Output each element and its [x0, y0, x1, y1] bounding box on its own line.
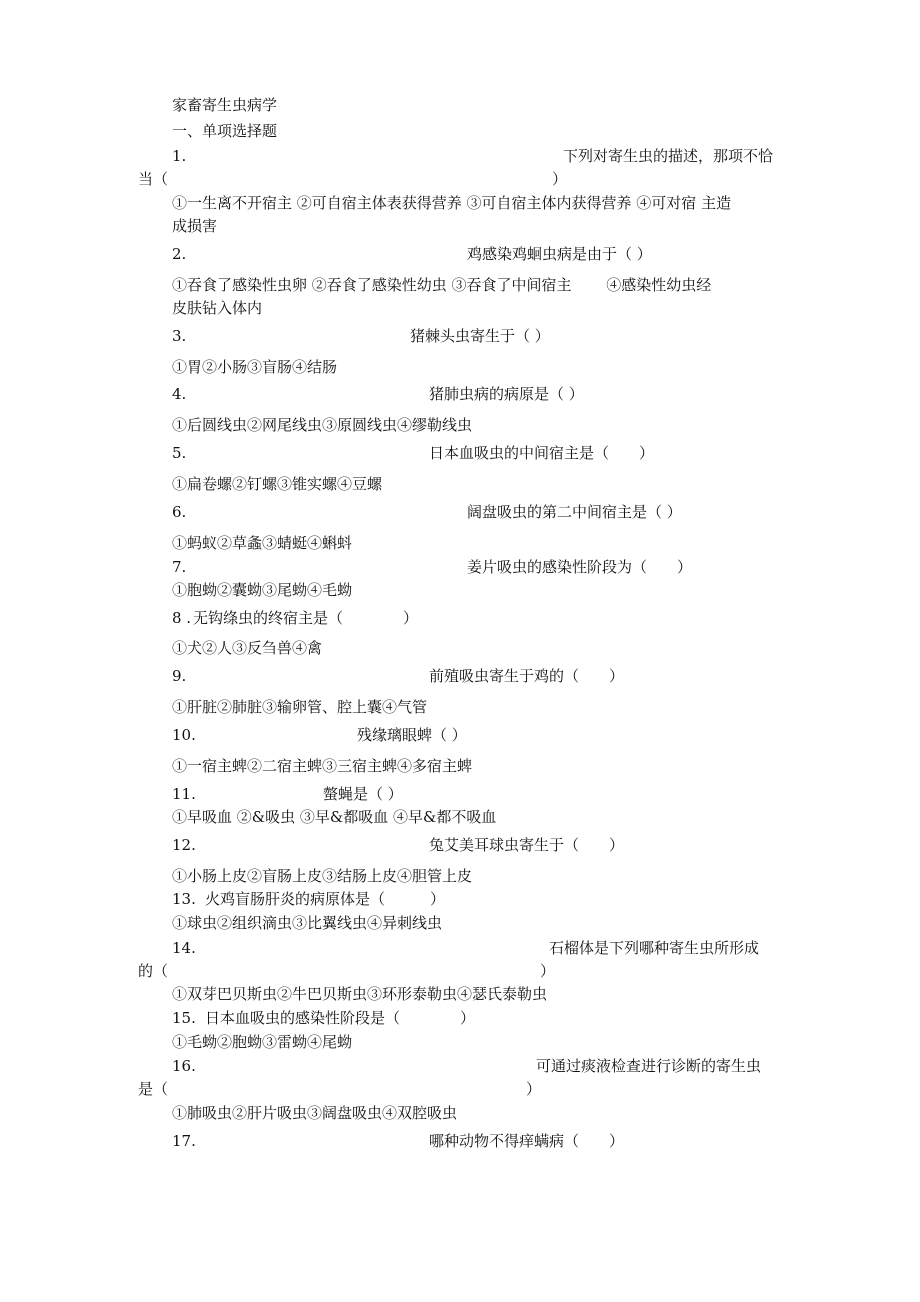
question-stem: 猪肺虫病的病原是（ ）	[429, 385, 584, 403]
question-options: ①早吸血 ②&吸虫 ③早&都吸血 ④早&都不吸血	[172, 808, 497, 826]
question-stem: 石榴体是下列哪种寄生虫所形成	[549, 939, 760, 957]
question-stem: 螫蝇是（ ）	[323, 785, 403, 803]
question-options: ①胃②小肠③盲肠④结肠	[172, 358, 338, 376]
question-options: ①肝脏②肺脏③输卵管、腔上囊④气管	[172, 698, 428, 716]
question-number: 7.	[172, 558, 187, 576]
question-options: ①球虫②组织滴虫③比翼线虫④异刺线虫	[172, 914, 443, 932]
question-number: 13.	[172, 890, 196, 908]
question-options-continued: 成损害	[172, 217, 218, 235]
question-options: ①蚂蚁②草螽③蜻蜓④蝌蚪	[172, 534, 353, 552]
question-stem: 火鸡盲肠肝炎的病原体是（ ）	[205, 890, 446, 908]
question-number: 1.	[172, 147, 187, 165]
question-number: 17.	[172, 1132, 196, 1150]
question-options: ①一生离不开宿主 ②可自宿主体表获得营养 ③可自宿主体内获得营养 ④可对宿 主造	[172, 194, 732, 212]
answer-paren-close: ）	[526, 1080, 542, 1098]
question-options: ①毛蚴②胞蚴③雷蚴④尾蚴	[172, 1033, 353, 1051]
question-stem: 可通过痰液检查进行诊断的寄生虫	[536, 1057, 762, 1075]
question-options-continued: 皮肤钻入体内	[172, 299, 263, 317]
question-number: 3.	[172, 327, 187, 345]
question-stem: 哪种动物不得痒螨病（ ）	[429, 1132, 625, 1150]
question-stem: 姜片吸虫的感染性阶段为（ ）	[467, 558, 693, 576]
question-options: ①一宿主蜱②二宿主蜱③三宿主蜱④多宿主蜱	[172, 757, 473, 775]
question-number: 5.	[172, 444, 187, 462]
doc-title: 家畜寄生虫病学	[172, 96, 278, 114]
question-number: 16.	[172, 1057, 196, 1075]
question-options: ①胞蚴②囊蚴③尾蚴④毛蚴	[172, 581, 353, 599]
question-options: ①犬②人③反刍兽④禽	[172, 639, 323, 657]
question-options: ①肺吸虫②肝片吸虫③阔盘吸虫④双腔吸虫	[172, 1104, 458, 1122]
question-stem-continued: 的（	[138, 962, 169, 980]
question-options: ①小肠上皮②盲肠上皮③结肠上皮④胆管上皮	[172, 867, 473, 885]
question-number: 8 .	[172, 609, 192, 627]
question-stem-continued: 是（	[138, 1080, 169, 1098]
question-stem: 兔艾美耳球虫寄生于（ ）	[429, 836, 625, 854]
question-stem-continued: 当（	[138, 170, 169, 188]
question-stem: 猪棘头虫寄生于（ ）	[410, 327, 550, 345]
question-options: ①双芽巴贝斯虫②牛巴贝斯虫③环形泰勒虫④瑟氏泰勒虫	[172, 985, 548, 1003]
question-number: 9.	[172, 667, 187, 685]
question-number: 14.	[172, 939, 196, 957]
question-stem: 前殖吸虫寄生于鸡的（ ）	[429, 667, 625, 685]
answer-paren-close: ）	[540, 962, 556, 980]
question-stem: 残缘璃眼蜱（ ）	[357, 726, 467, 744]
question-number: 12.	[172, 836, 196, 854]
question-options: ①扁卷螺②钉螺③锥实螺④豆螺	[172, 475, 383, 493]
question-stem: 下列对寄生虫的描述，那项不恰	[563, 147, 774, 165]
question-stem: 无钩绦虫的终宿主是（ ）	[193, 609, 419, 627]
question-number: 4.	[172, 385, 187, 403]
question-number: 2.	[172, 245, 187, 263]
answer-paren-close: ）	[552, 170, 568, 188]
question-number: 11.	[172, 785, 196, 803]
question-stem: 鸡感染鸡蛔虫病是由于（ ）	[467, 245, 652, 263]
question-options: ①后圆线虫②网尾线虫③原圆线虫④缪勒线虫	[172, 416, 473, 434]
question-number: 6.	[172, 503, 187, 521]
question-stem: 日本血吸虫的感染性阶段是（ ）	[205, 1009, 476, 1027]
question-stem: 日本血吸虫的中间宿主是（ ）	[429, 444, 655, 462]
question-number: 10.	[172, 726, 196, 744]
question-options: ①吞食了感染性虫卵 ②吞食了感染性幼虫 ③吞食了中间宿主 ④感染性幼虫经	[172, 276, 712, 294]
section-heading: 一、单项选择题	[172, 122, 278, 140]
question-number: 15.	[172, 1009, 196, 1027]
question-stem: 阔盘吸虫的第二中间宿主是（ ）	[467, 503, 682, 521]
